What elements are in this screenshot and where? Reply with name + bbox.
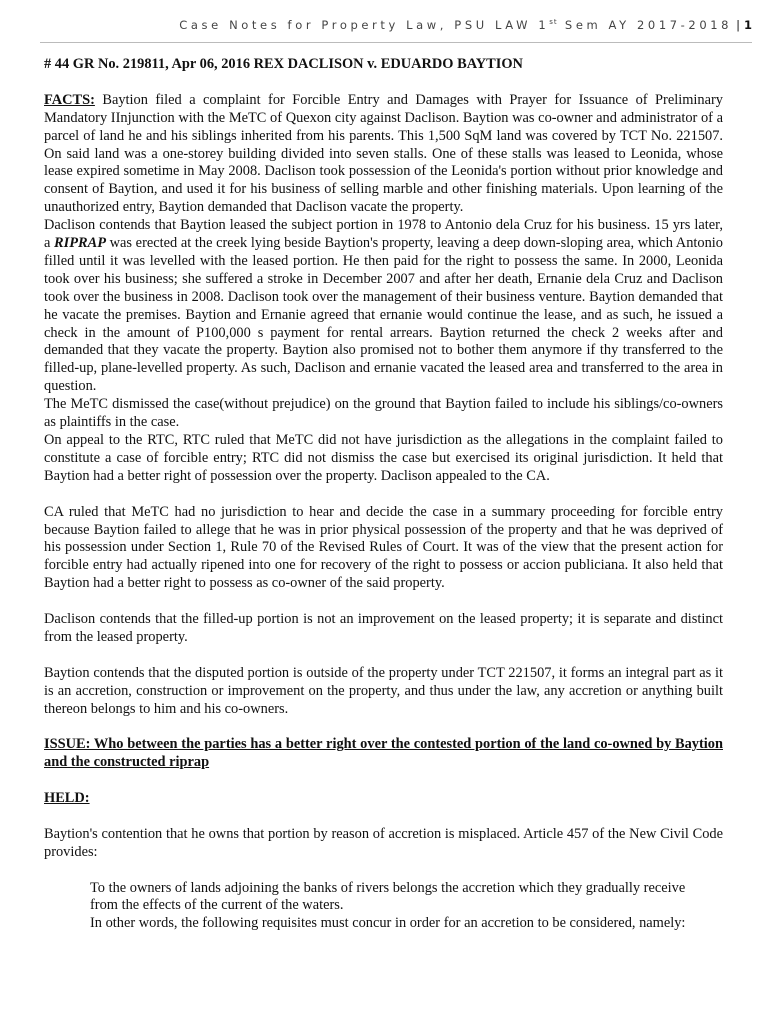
spacer <box>44 808 723 826</box>
page-header <box>40 18 752 32</box>
riprap-emphasis: RIPRAP <box>54 235 107 252</box>
facts-paragraph-7: Baytion contends that the disputed portion is outside of the property under TCT 221507, it forms an integral part as it is an accretion, construction or improvement on the property, and thus under the law, any accretion or anything built thereon belongs to him and his co-owners. <box>44 664 723 717</box>
case-title: # 44 GR No. 219811, Apr 06, 2016 REX DACLISON v. EDUARDO BAYTION <box>44 56 523 72</box>
spacer <box>44 718 723 736</box>
facts-label: FACTS: <box>44 91 95 108</box>
header-rule <box>40 42 752 43</box>
held-paragraph-1: Baytion's contention that he owns that portion by reason of accretion is misplaced. Article 457 of the New Civil Code provides: <box>44 825 723 860</box>
spacer <box>44 593 723 611</box>
held-label: HELD: <box>44 790 90 807</box>
facts-paragraph-1: FACTS: Baytion filed a complaint for Forcible Entry and Damages with Prayer for Issuance of Preliminary Mandatory IInjunction with the MeTC of Quexon city against Daclison. Baytion was co-owner and administrator of a parcel of land he and his siblings inherited from his parents. This 1,500 SqM land was covered by TCT No. 221507. On said land was a one-storey building divided into seven stalls. One of these stalls was leased to Leonida, whose lease expired sometime in May 2008. Daclison took possession of the Leonida's portion without prior knowledge and consent of Baytion, and used it for his business of selling marble and other finishing materials. Upon learning of the unauthorized entry, Baytion demanded that Daclison vacate the property. <box>44 91 723 216</box>
spacer <box>44 486 723 504</box>
spacer <box>44 647 723 665</box>
facts-paragraph-3: The MeTC dismissed the case(without prejudice) on the ground that Baytion failed to include his siblings/co-owners as plaintiffs in the case. <box>44 396 723 431</box>
header-ordinal-sup: st <box>549 18 558 27</box>
article-457-quote: To the owners of lands adjoining the banks of rivers belongs the accretion which they gradually receive from the effects of the current of the waters. <box>90 879 686 914</box>
held-paragraph-2: In other words, the following requisites must concur in order for an accretion to be considered, namely: <box>90 915 686 932</box>
spacer <box>44 74 723 92</box>
header-separator: | <box>736 18 740 32</box>
issue-statement: ISSUE: Who between the parties has a better right over the contested portion of the land co-owned by Baytion and the constructed riprap <box>44 736 723 771</box>
facts-paragraph-5: CA ruled that MeTC had no jurisdiction to hear and decide the case in a summary proceeding for forcible entry because Baytion failed to allege that he was in prior physical possession of the property and that he was deprived of his possession under Section 1, Rule 70 of the Revised Rules of Court. It was of the view that the present action for forcible entry had actually ripened into one for recovery of the right to possess or accion publiciana. It also held that Baytion had a better right to possess as co-owner of the said property. <box>44 503 723 592</box>
spacer <box>44 862 723 880</box>
document-body <box>44 56 723 933</box>
facts-paragraph-4: On appeal to the RTC, RTC ruled that MeTC did not have jurisdiction as the allegations in the complaint failed to constitute a case of forcible entry; RTC did not dismiss the case but exercised its original jurisdiction. It held that Baytion had a better right of possession over the property. Daclison appealed to the CA. <box>44 432 723 484</box>
facts-paragraph-2: Daclison contends that Baytion leased the subject portion in 1978 to Antonio dela Cruz for his business. 15 yrs later, a RIPRAP was erected at the creek lying beside Baytion's property, leaving a deep down-sloping area, which Antonio filled until it was levelled with the leased portion. He then paid for the right to possess the same. In 2000, Leonida took over his business; she suffered a stroke in December 2007 and after her death, Ernanie dela Cruz and Daclison took over the business in 2008. Daclison took over the management of their business venture. Baytion demanded that he vacate the premises. Baytion and Ernanie agreed that ernanie would continue the lease, and as such, he issued a check in the amount of P100,000 s payment for rental arrears. Baytion returned the check 2 weeks after and demanded that they vacate the property. Baytion also promised not to bother them anymore if thy transferred to the filled-up, plane-levelled property. As such, Daclison and ernanie vacated the leased area and transferred to the area in question. <box>44 217 723 395</box>
header-title: Case Notes for Property Law, PSU LAW 1st Sem AY 2017-2018 <box>179 18 733 32</box>
spacer <box>44 772 723 790</box>
page-number: 1 <box>743 18 752 32</box>
facts-paragraph-6: Daclison contends that the filled-up portion is not an improvement on the leased property; it is separate and distinct from the leased property. <box>44 611 723 645</box>
